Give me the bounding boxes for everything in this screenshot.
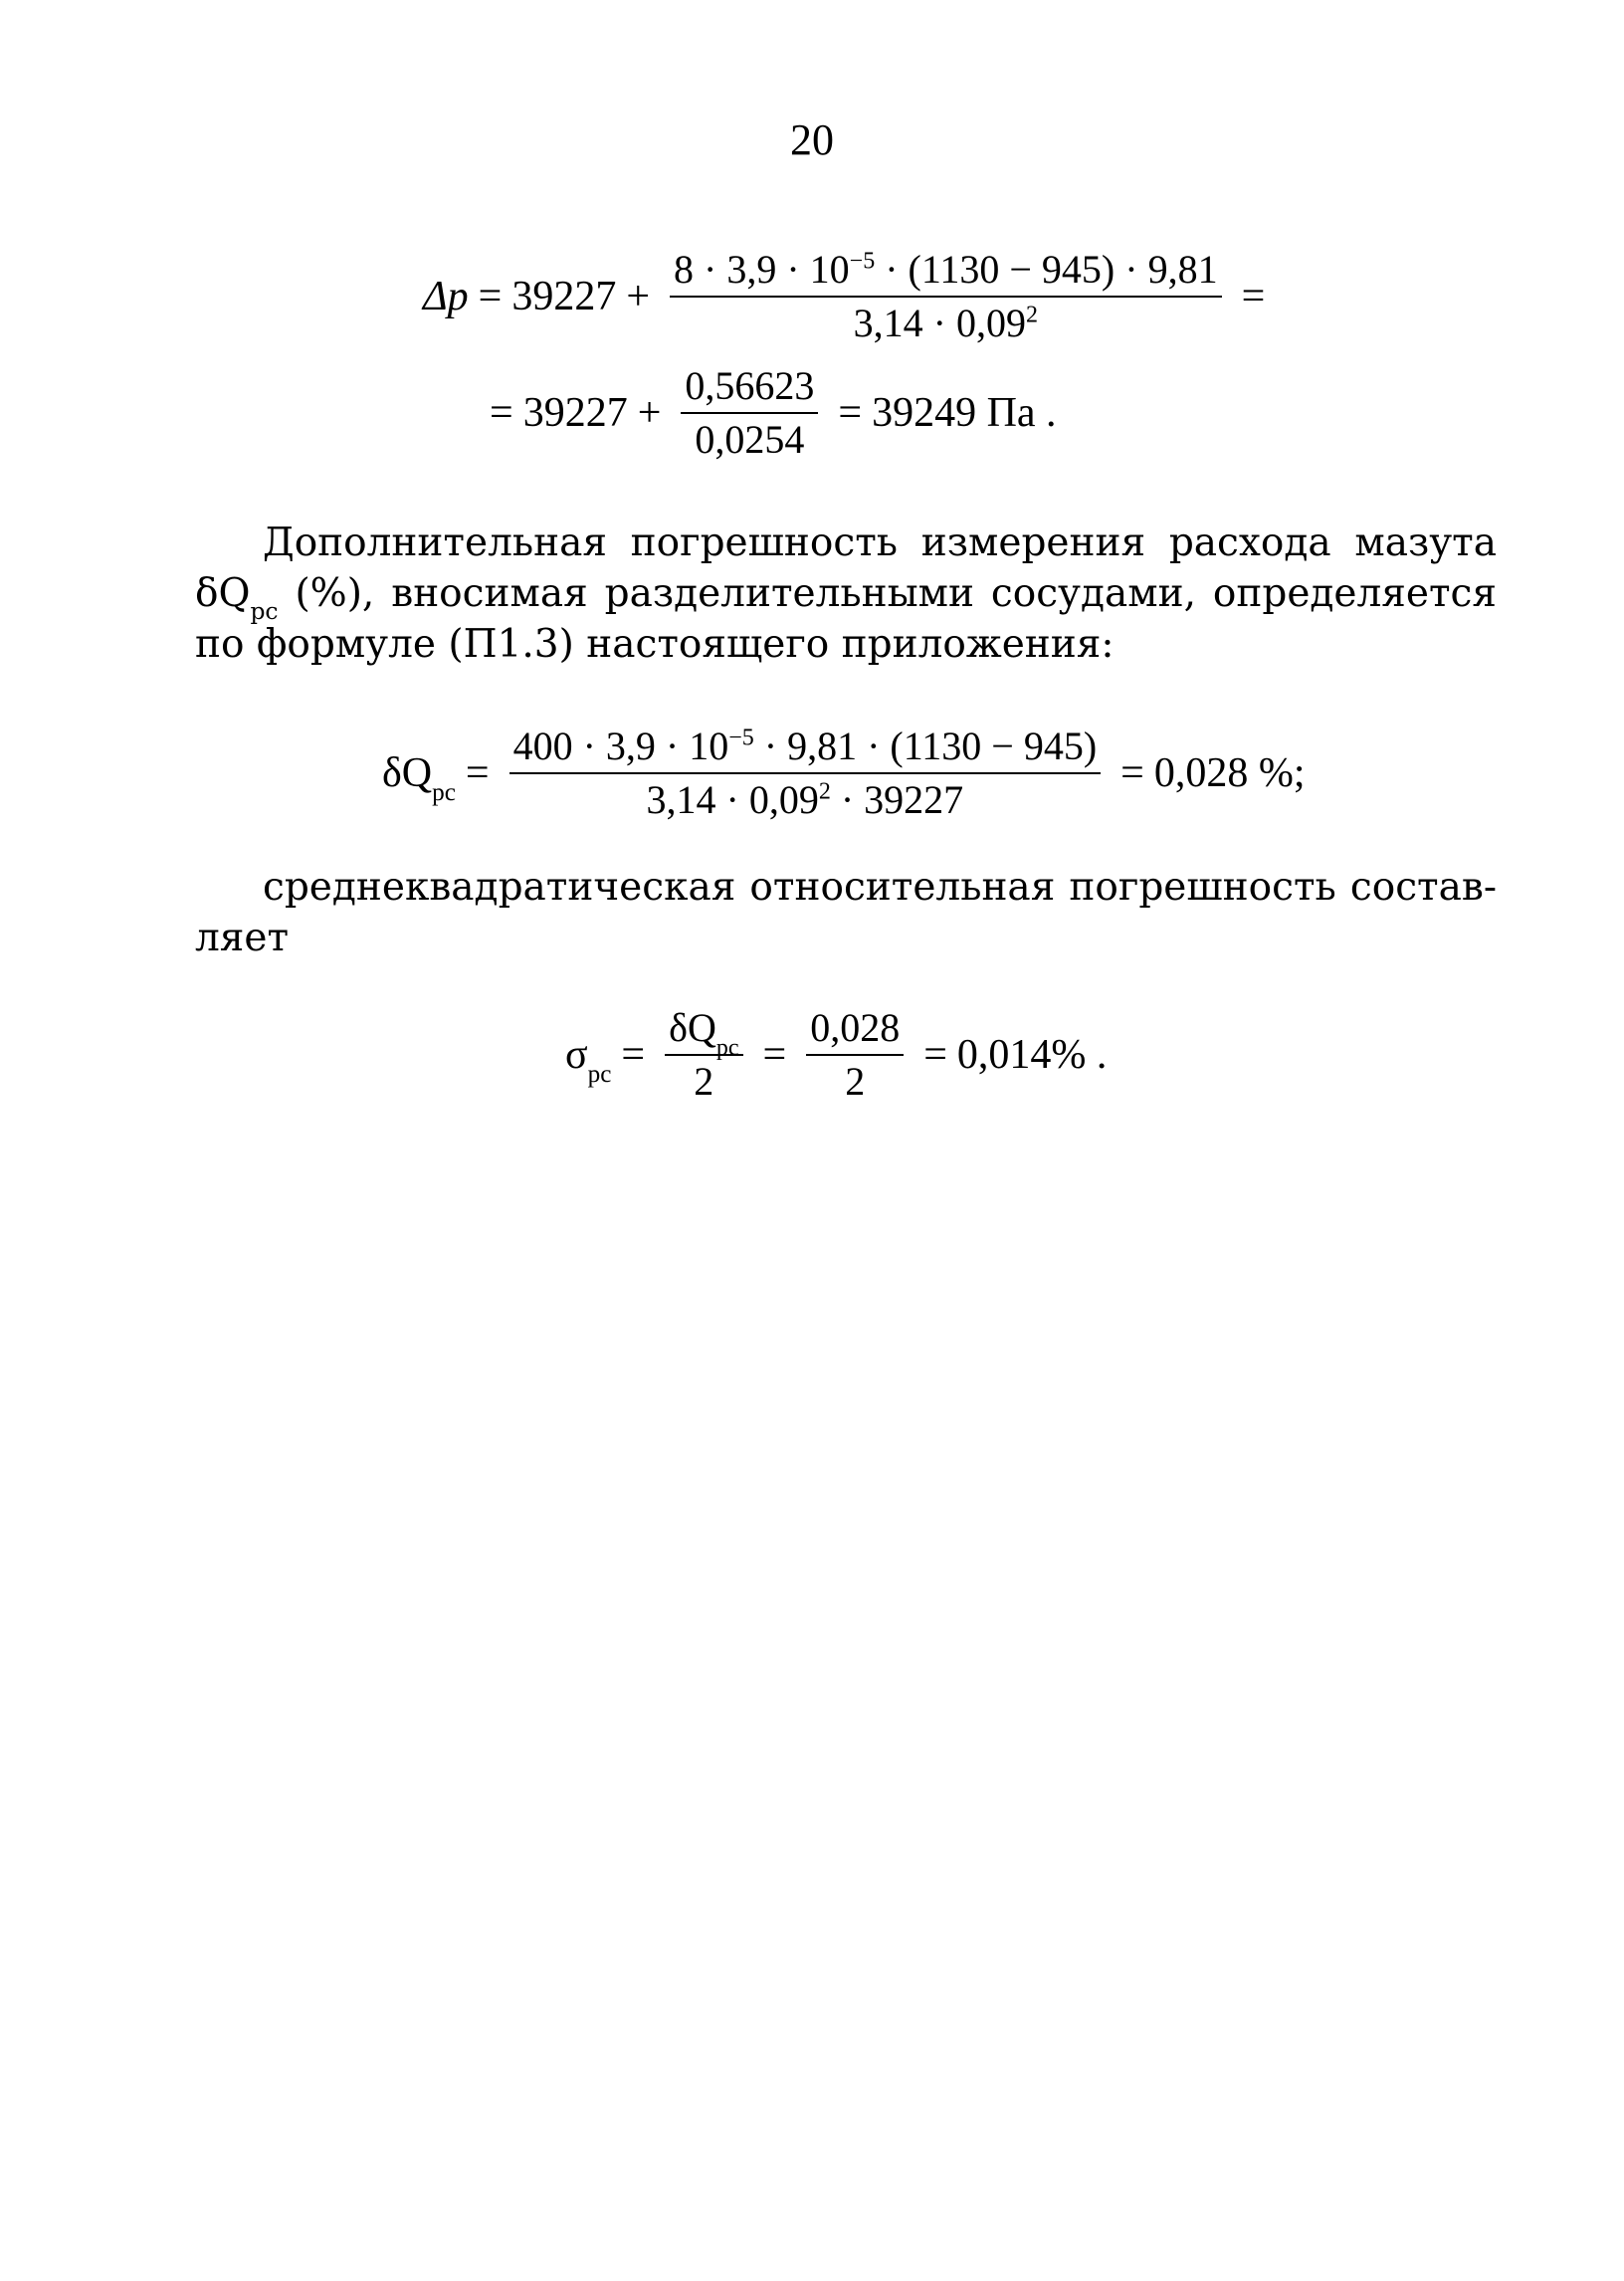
eq-symbol: Δp bbox=[423, 274, 469, 319]
fraction-denominator: 0,0254 bbox=[695, 417, 805, 462]
page-number: 20 bbox=[790, 115, 834, 164]
paragraph-line: ляет bbox=[195, 916, 290, 960]
eq-operator: = bbox=[838, 390, 863, 436]
eq-operator: = bbox=[1241, 274, 1266, 319]
eq-operator: = bbox=[478, 274, 503, 319]
fraction-numerator: $\delta Q_{рс}$ bbox=[669, 1005, 739, 1061]
eq-fraction bbox=[665, 1005, 742, 1105]
eq-symbol: $\sigma_{рс}$ bbox=[565, 1032, 612, 1089]
eq-operator: + bbox=[626, 274, 651, 319]
eq-operator: = bbox=[465, 750, 490, 796]
fraction-bar bbox=[509, 772, 1102, 774]
fraction-numerator: 0,028 bbox=[810, 1005, 901, 1050]
eq-term: 39227 bbox=[511, 274, 617, 319]
eq-fraction bbox=[681, 363, 818, 463]
eq-fraction bbox=[509, 724, 1102, 823]
fraction-denominator: 2 bbox=[845, 1059, 866, 1104]
equation-pressure-drop-line1 bbox=[423, 247, 1275, 346]
eq-result: 39249 Па . bbox=[872, 390, 1057, 436]
fraction-bar bbox=[670, 296, 1222, 298]
paragraph-line: $\delta Q_{рс}$ (%), вносимая разделительными сосудами, определяется bbox=[195, 571, 1497, 626]
fraction-denominator: $3,14 \cdot 0,09^2$ bbox=[853, 301, 1038, 345]
equation-sigma bbox=[565, 1005, 1107, 1105]
paragraph-additional-error bbox=[195, 518, 1497, 670]
paragraph-line: среднеквадратическая относительная погрешность состав- bbox=[263, 865, 1497, 910]
paragraph-line: по формуле (П1.3) настоящего приложения: bbox=[195, 622, 1115, 667]
eq-operator: = bbox=[1120, 750, 1144, 796]
eq-operator: = bbox=[923, 1032, 947, 1078]
eq-result: 0,028 %; bbox=[1153, 750, 1306, 796]
eq-operator: + bbox=[637, 390, 662, 436]
eq-operator: = bbox=[490, 390, 513, 436]
fraction-bar bbox=[681, 412, 818, 414]
eq-fraction bbox=[806, 1005, 904, 1105]
eq-term: 39227 bbox=[522, 390, 628, 436]
paragraph-line: Дополнительная погрешность измерения расхода мазута bbox=[263, 520, 1497, 565]
equation-pressure-drop-line2 bbox=[490, 363, 1057, 463]
fraction-numerator: $400 \cdot 3,9 \cdot 10^{-5} \cdot 9,81 \cdot (1130 - 945)$ bbox=[512, 724, 1098, 768]
paragraph-rms-error bbox=[195, 862, 1497, 963]
fraction-bar bbox=[806, 1054, 904, 1056]
fraction-denominator: 2 bbox=[694, 1059, 714, 1104]
eq-operator: = bbox=[762, 1032, 787, 1078]
equation-delta-q bbox=[382, 724, 1305, 823]
fraction-numerator: $8 \cdot 3,9 \cdot 10^{-5} \cdot (1130 - 945) \cdot 9,81$ bbox=[674, 247, 1218, 292]
eq-operator: = bbox=[621, 1032, 646, 1078]
eq-symbol: $\delta Q_{рс}$ bbox=[382, 750, 456, 807]
eq-fraction bbox=[670, 247, 1222, 346]
eq-result: 0,014% . bbox=[956, 1032, 1108, 1078]
fraction-numerator: 0,56623 bbox=[685, 363, 815, 408]
fraction-denominator: $3,14 \cdot 0,09^2 \cdot 39227$ bbox=[646, 777, 964, 822]
